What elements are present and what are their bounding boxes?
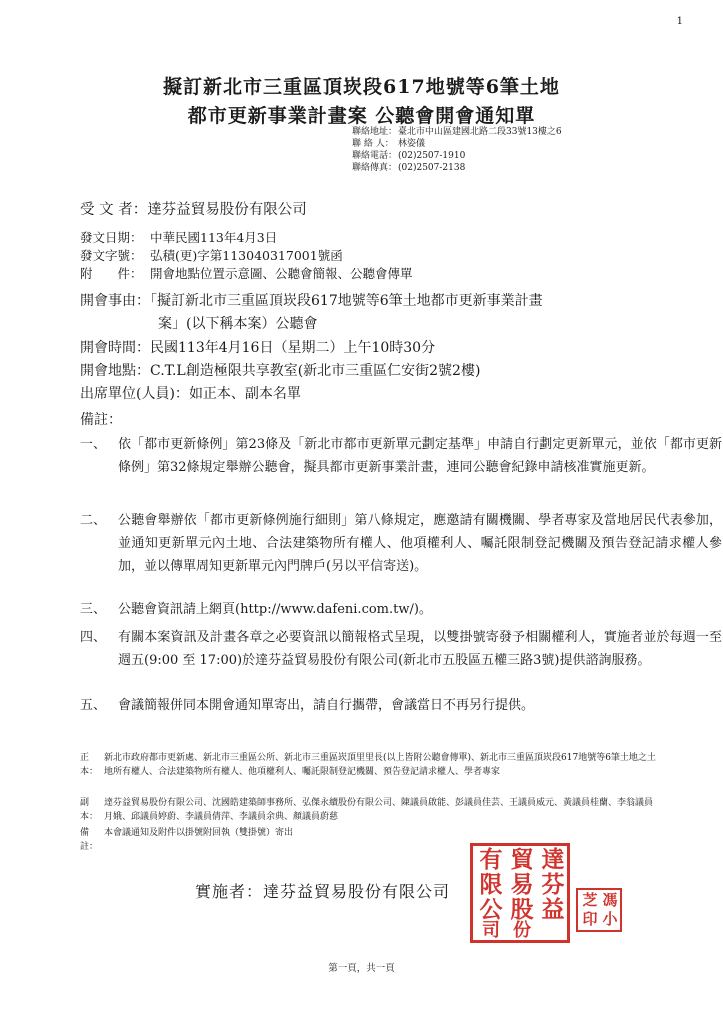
meeting-subject-cont: 案」(以下稱本案）公聽會: [158, 316, 318, 332]
page-footer: 第一頁，共一頁: [328, 963, 395, 974]
implementer: 實施者：達芬益貿易股份有限公司: [195, 882, 451, 901]
title-line-2: 都市更新事業計畫案 公聽會開會通知單: [187, 105, 536, 127]
page-number: 1: [676, 16, 683, 27]
meeting-time: 開會時間：民國113年4月16日（星期二）上午10時30分: [80, 340, 436, 356]
meeting-place: 開會地點：C.T.L創造極限共享教室(新北市三重區仁安街2號2樓): [80, 363, 481, 379]
contact-phone: 聯絡電話：(02)2507-1910: [352, 151, 466, 161]
meeting-attendees: 出席單位(人員)：如正本、副本名單: [80, 386, 301, 402]
recipient: 受 文 者：達芬益貿易股份有限公司: [80, 202, 307, 218]
company-seal: 達 芬 益 貿 易 股 份 有 限 公 司: [470, 843, 570, 943]
contact-fax: 聯絡傳真：(02)2507-2138: [352, 163, 466, 173]
contact-address: 聯絡地址：臺北市中山區建國北路二段33號13樓之6: [352, 127, 562, 137]
personal-seal: 馮 小 芝 印: [576, 888, 622, 932]
attachments: 附 件： 開會地點位置示意圖、公聽會簡報、公聽會傳單: [80, 266, 413, 281]
document-page: 1 擬訂新北市三重區頂崁段617地號等6筆土地 都市更新事業計畫案 公聽會開會通知單 聯絡地址：臺北市中山區建國北路二段33號13樓之6 聯 絡 人： 林姿儀 聯絡電話：(02)2507-1910 聯絡傳真：(02)2507-2138 受 文 者：達芬益貿易股份有限公司 發文日期： 中華民國113年4月3日 發文字號： 弘積(更)字第113040317001號函 附 件： 開會地點位置示意圖、公聽會簡報、公聽會傳單 開會事由：「擬訂新北市三重區頂崁段617地號等6筆土地都市更新事業計畫 案」(以下稱本案）公聽會 開會時間：民國113年4月16日（星期二）上午10時30分 開會地點：C.T.L創造極限共享教室(新北市三重區仁安街2號2樓) 出席單位(人員)：如正本、副本名單 備註： 一、 依「都市更新條例」第23條及「新北市都市更新單元劃定基準」申請自行劃定更新單元，並依「都市更新條例」第32條規定舉辦公聽會，擬具都市更新事業計畫，連同公聽會紀錄申請核准實施更新。 二、 公聽會舉辦依「都市更新條例施行細則」第八條規定，應邀請有關機關、學者專家及當地居民代表參加，並通知更新單元內土地、合法建築物所有權人、他項權利人、囑託限制登記機關及預告登記請求權人參加，並以傳單周知更新單元內門牌戶(另以平信寄送)。 三、 公聽會資訊請上網頁(http://www.dafeni.com.tw/)。 四、 有關本案資訊及計畫各章之必要資訊以簡報格式呈現，以雙掛號寄發予相關權利人，實施者並於每週一至週五(9:00 至 17:00)於達芬益貿易股份有限公司(新北市五股區五權三路3號)提供諮詢服務。 五、 會議簡報併同本開會通知單寄出，請自行攜帶，會議當日不再另行提供。 正本： 新北市政府都市更新處、新北市三重區公所、新北市三重區崁頂里里長(以上皆附公聽會傳單)、新北市三重區頂崁段617地號等6筆土地之土地所有權人、合法建築物所有權人、他項權利人、囑託限制登記機關、預告登記請求權人、學者專家 副本： 達芬益貿易股份有限公司、沈國皓建築師事務所、弘傑永續股份有限公司、陳議員啟能、彭議員佳芸、王議員威元、黃議員桂蘭、李翁議員月娥、邱議員婷蔚、李議員倩萍、李議員余典、顏議員蔚慈 備註： 本會議通知及附件以掛號附回執（雙掛號）寄出 實施者：達芬益貿易股份有限公司 達 芬 益 貿 易 股 份 有 限 公 司 馮 小 芝 印 第一頁，共一頁: [0, 0, 723, 1024]
issue-date: 發文日期： 中華民國113年4月3日: [80, 230, 278, 245]
contact-person: 聯 絡 人： 林姿儀: [352, 139, 426, 149]
issue-number: 發文字號： 弘積(更)字第113040317001號函: [80, 248, 343, 263]
notes-heading: 備註：: [80, 412, 122, 428]
title-line-1: 擬訂新北市三重區頂崁段617地號等6筆土地: [163, 76, 560, 98]
meeting-subject: 開會事由：「擬訂新北市三重區頂崁段617地號等6筆土地都市更新事業計畫: [80, 293, 543, 309]
